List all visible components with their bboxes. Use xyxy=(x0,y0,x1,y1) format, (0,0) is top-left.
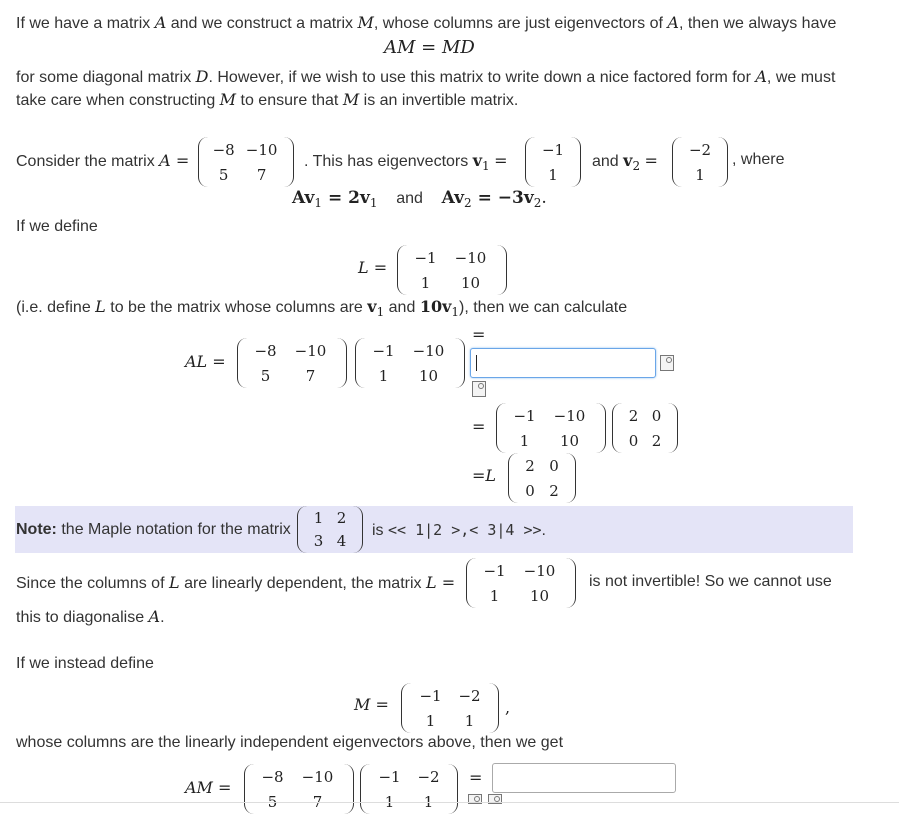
equals-sign-2: = xyxy=(472,417,486,436)
equals-l-line: =L xyxy=(472,466,497,485)
vector-v2: −2 1 xyxy=(672,137,728,187)
al-equals: AL = xyxy=(185,352,226,371)
equation-am-md: AM = MD xyxy=(384,37,475,58)
if-we-define-label: If we define xyxy=(16,218,98,235)
and-v2-text: and $v_2$ = xyxy=(592,151,658,173)
not-invertible-text: is not invertible! So we cannot use xyxy=(589,573,832,590)
consider-text: Consider the matrix A = xyxy=(16,151,190,170)
matrix-a: −8 −10 5 7 xyxy=(198,137,294,187)
answer-input-am[interactable] xyxy=(492,763,676,793)
text-caret xyxy=(476,355,477,371)
preview-icon[interactable] xyxy=(660,355,674,371)
am-equals-sign: = xyxy=(469,768,483,787)
intro-line-1: If we have a matrix A and we construct a matrix M, whose columns are just eigenvectors of A, then we always have xyxy=(16,13,837,32)
linearly-independent-text: whose columns are the linearly independent eigenvectors above, then we get xyxy=(16,734,564,751)
intro-line-2: for some diagonal matrix D. However, if we wish to use this matrix to write down a nice factored form for A, we must xyxy=(16,67,836,86)
m-comma: , xyxy=(505,698,511,717)
note-matrix: 1 2 3 4 xyxy=(297,506,363,553)
intro-line-3: take care when constructing M to ensure that M is an invertible matrix. xyxy=(16,90,519,109)
eigen-equations: $Av_1 = 2v_1$ and $Av_2 = -3v_2$. xyxy=(292,188,547,210)
define-l-explain: (i.e. define L to be the matrix whose columns are $v_1$ and $10v_1$), then we can calculate xyxy=(16,297,628,319)
answer-input-al[interactable] xyxy=(470,348,656,378)
calc-matrix-l-2: −1 −10 1 10 xyxy=(496,403,606,453)
format-help-icon[interactable] xyxy=(472,381,486,397)
page-bottom-divider xyxy=(0,802,899,803)
note-maple-code: is << 1|2 >,< 3|4 >>. xyxy=(372,521,546,539)
dependent-matrix-l: −1 −10 1 10 xyxy=(466,558,576,608)
am-matrix-a: −8 −10 xyxy=(244,764,354,814)
calc-diag-matrix-2: 2 0 0 2 xyxy=(508,453,576,503)
equals-sign-top: = xyxy=(472,325,486,344)
note-text: Note: the Maple notation for the matrix xyxy=(16,521,291,538)
m-equals: M = xyxy=(354,695,389,714)
calc-diag-matrix: 2 0 0 2 xyxy=(612,403,678,453)
calc-matrix-a: −8 −10 5 7 xyxy=(237,338,347,388)
dependent-text-2: this to diagonalise A. xyxy=(16,607,165,626)
vector-v1: −1 1 xyxy=(525,137,581,187)
am-matrix-m: −1 −2 xyxy=(360,764,458,814)
l-equals: L = xyxy=(358,258,388,277)
eigenvectors-text: . This has eigenvectors $v_1$ = xyxy=(304,151,508,173)
matrix-l: −1 −10 1 10 xyxy=(397,245,507,295)
calc-matrix-l: −1 −10 1 10 xyxy=(355,338,465,388)
dependent-text-1: Since the columns of L are linearly dependent, the matrix L = xyxy=(16,573,456,592)
instead-define-label: If we instead define xyxy=(16,655,154,672)
matrix-m: −1 −2 1 1 xyxy=(401,683,499,733)
am-equals: AM = xyxy=(185,778,232,797)
where-text: , where xyxy=(732,151,785,168)
